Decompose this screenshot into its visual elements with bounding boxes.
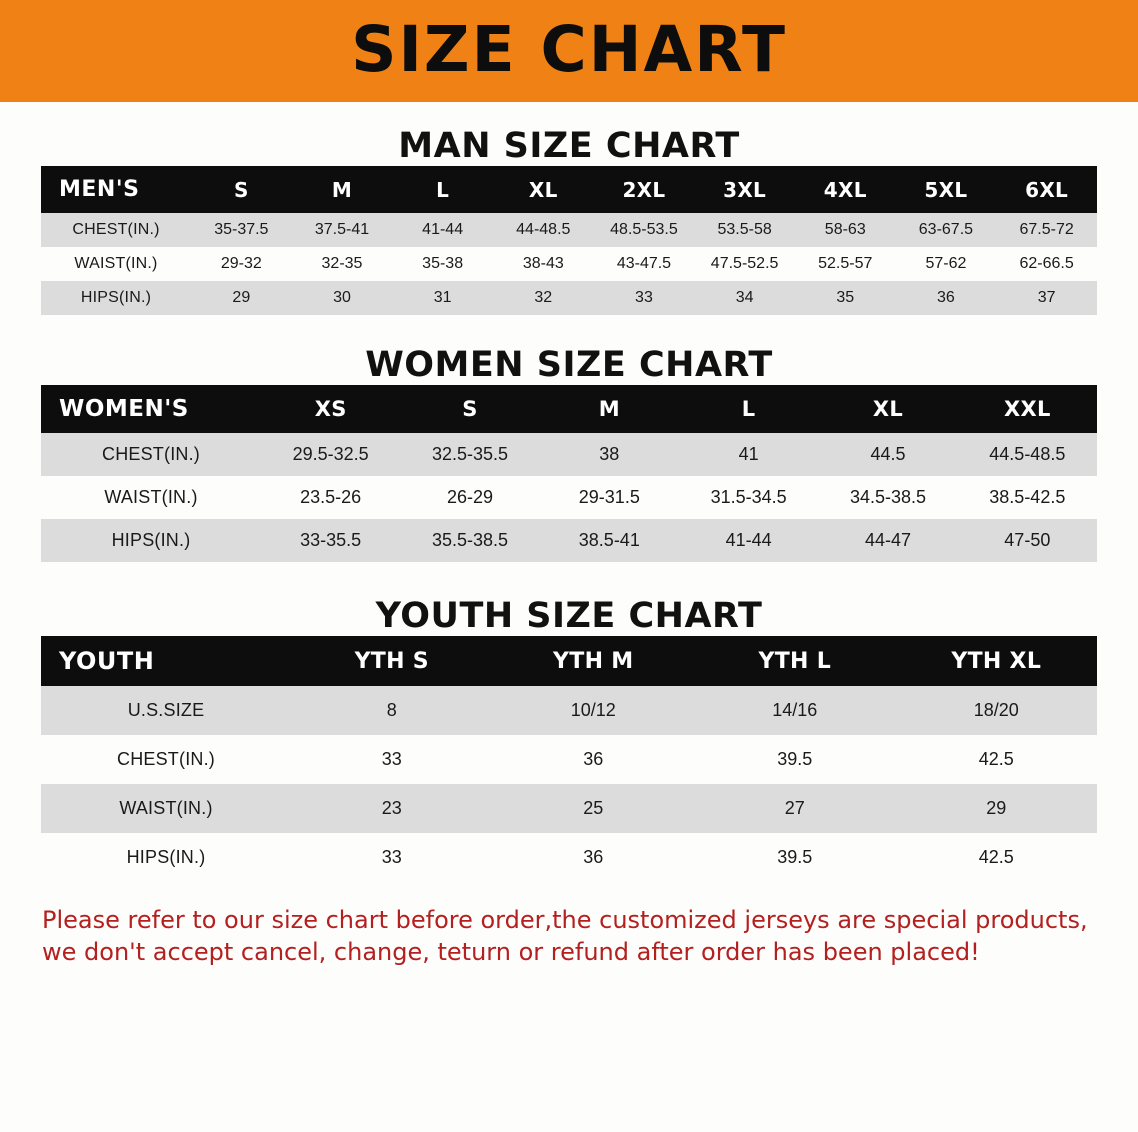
table-cell: 31.5-34.5 <box>679 476 818 519</box>
table-cell: 39.5 <box>694 735 896 784</box>
table-row <box>41 735 1097 784</box>
column-header: WOMEN'S <box>41 385 261 433</box>
youth-size-table <box>41 636 1097 882</box>
column-header: 2XL <box>594 166 695 213</box>
table-cell: 35-37.5 <box>191 213 292 247</box>
table-cell: 25 <box>493 784 695 833</box>
column-header: M <box>540 385 679 433</box>
table-cell: 36 <box>493 833 695 882</box>
table-cell: 44.5 <box>818 433 957 476</box>
column-header: XL <box>818 385 957 433</box>
table-cell: 63-67.5 <box>896 213 997 247</box>
table-cell: 33 <box>291 735 493 784</box>
column-header: S <box>191 166 292 213</box>
table-cell: 44-47 <box>818 519 957 562</box>
row-label: HIPS(IN.) <box>41 833 291 882</box>
table-cell: 38.5-41 <box>540 519 679 562</box>
column-header: S <box>400 385 539 433</box>
table-row <box>41 784 1097 833</box>
women-size-table <box>41 385 1097 562</box>
column-header: XL <box>493 166 594 213</box>
table-cell: 52.5-57 <box>795 247 896 281</box>
table-cell: 35 <box>795 281 896 315</box>
table-cell: 33-35.5 <box>261 519 400 562</box>
table-header-row <box>41 636 1097 686</box>
table-row <box>41 476 1097 519</box>
table-cell: 47.5-52.5 <box>694 247 795 281</box>
table-cell: 41-44 <box>679 519 818 562</box>
women-table-wrap <box>0 385 1138 562</box>
man-size-table <box>41 166 1097 315</box>
table-cell: 29-31.5 <box>540 476 679 519</box>
table-cell: 32.5-35.5 <box>400 433 539 476</box>
table-cell: 47-50 <box>958 519 1097 562</box>
table-cell: 35.5-38.5 <box>400 519 539 562</box>
table-cell: 31 <box>392 281 493 315</box>
table-cell: 33 <box>291 833 493 882</box>
youth-table-wrap <box>0 636 1138 882</box>
table-cell: 18/20 <box>896 686 1098 735</box>
table-row <box>41 686 1097 735</box>
page-title: SIZE CHART <box>351 12 787 86</box>
table-header-row <box>41 166 1097 213</box>
table-cell: 27 <box>694 784 896 833</box>
table-cell: 43-47.5 <box>594 247 695 281</box>
table-cell: 29 <box>896 784 1098 833</box>
column-header: YTH M <box>493 636 695 686</box>
column-header: MEN'S <box>41 166 191 213</box>
table-cell: 34 <box>694 281 795 315</box>
table-row <box>41 213 1097 247</box>
table-cell: 62-66.5 <box>996 247 1097 281</box>
table-cell: 57-62 <box>896 247 997 281</box>
youth-section-heading: YOUTH SIZE CHART <box>375 596 763 636</box>
row-label: CHEST(IN.) <box>41 735 291 784</box>
column-header: L <box>392 166 493 213</box>
table-cell: 37.5-41 <box>292 213 393 247</box>
table-cell: 34.5-38.5 <box>818 476 957 519</box>
table-cell: 39.5 <box>694 833 896 882</box>
table-cell: 29.5-32.5 <box>261 433 400 476</box>
disclaimer-line-2: we don't accept cancel, change, teturn or refund after order has been placed! <box>42 938 980 967</box>
table-cell: 41 <box>679 433 818 476</box>
table-header-row <box>41 385 1097 433</box>
table-cell: 38-43 <box>493 247 594 281</box>
table-cell: 36 <box>493 735 695 784</box>
table-cell: 30 <box>292 281 393 315</box>
column-header: L <box>679 385 818 433</box>
column-header: 6XL <box>996 166 1097 213</box>
disclaimer-line-1: Please refer to our size chart before order,the customized jerseys are special products, <box>42 906 1088 934</box>
row-label: WAIST(IN.) <box>41 784 291 833</box>
table-cell: 26-29 <box>400 476 539 519</box>
row-label: CHEST(IN.) <box>41 433 261 476</box>
column-header: YOUTH <box>41 636 291 686</box>
column-header: M <box>292 166 393 213</box>
table-cell: 32 <box>493 281 594 315</box>
table-cell: 53.5-58 <box>694 213 795 247</box>
column-header: 5XL <box>896 166 997 213</box>
table-cell: 44.5-48.5 <box>958 433 1097 476</box>
table-cell: 23 <box>291 784 493 833</box>
disclaimer-note <box>42 904 1096 969</box>
column-header: 3XL <box>694 166 795 213</box>
row-label: WAIST(IN.) <box>41 247 191 281</box>
table-cell: 58-63 <box>795 213 896 247</box>
women-section-heading: WOMEN SIZE CHART <box>365 345 773 385</box>
page-banner <box>0 0 1138 102</box>
row-label: U.S.SIZE <box>41 686 291 735</box>
table-cell: 48.5-53.5 <box>594 213 695 247</box>
table-cell: 35-38 <box>392 247 493 281</box>
column-header: YTH S <box>291 636 493 686</box>
table-cell: 29 <box>191 281 292 315</box>
man-table-wrap <box>0 166 1138 315</box>
table-row <box>41 833 1097 882</box>
table-cell: 41-44 <box>392 213 493 247</box>
man-section-heading: MAN SIZE CHART <box>398 126 740 166</box>
table-cell: 14/16 <box>694 686 896 735</box>
table-cell: 44-48.5 <box>493 213 594 247</box>
row-label: CHEST(IN.) <box>41 213 191 247</box>
table-row <box>41 247 1097 281</box>
table-row <box>41 519 1097 562</box>
table-cell: 67.5-72 <box>996 213 1097 247</box>
table-cell: 23.5-26 <box>261 476 400 519</box>
table-row <box>41 433 1097 476</box>
table-cell: 29-32 <box>191 247 292 281</box>
table-cell: 36 <box>896 281 997 315</box>
table-cell: 42.5 <box>896 735 1098 784</box>
column-header: XS <box>261 385 400 433</box>
table-cell: 10/12 <box>493 686 695 735</box>
table-cell: 42.5 <box>896 833 1098 882</box>
table-cell: 32-35 <box>292 247 393 281</box>
table-row <box>41 281 1097 315</box>
column-header: XXL <box>958 385 1097 433</box>
table-cell: 33 <box>594 281 695 315</box>
row-label: HIPS(IN.) <box>41 281 191 315</box>
table-cell: 37 <box>996 281 1097 315</box>
table-cell: 38 <box>540 433 679 476</box>
table-cell: 38.5-42.5 <box>958 476 1097 519</box>
column-header: YTH XL <box>896 636 1098 686</box>
row-label: WAIST(IN.) <box>41 476 261 519</box>
table-cell: 8 <box>291 686 493 735</box>
row-label: HIPS(IN.) <box>41 519 261 562</box>
column-header: YTH L <box>694 636 896 686</box>
column-header: 4XL <box>795 166 896 213</box>
